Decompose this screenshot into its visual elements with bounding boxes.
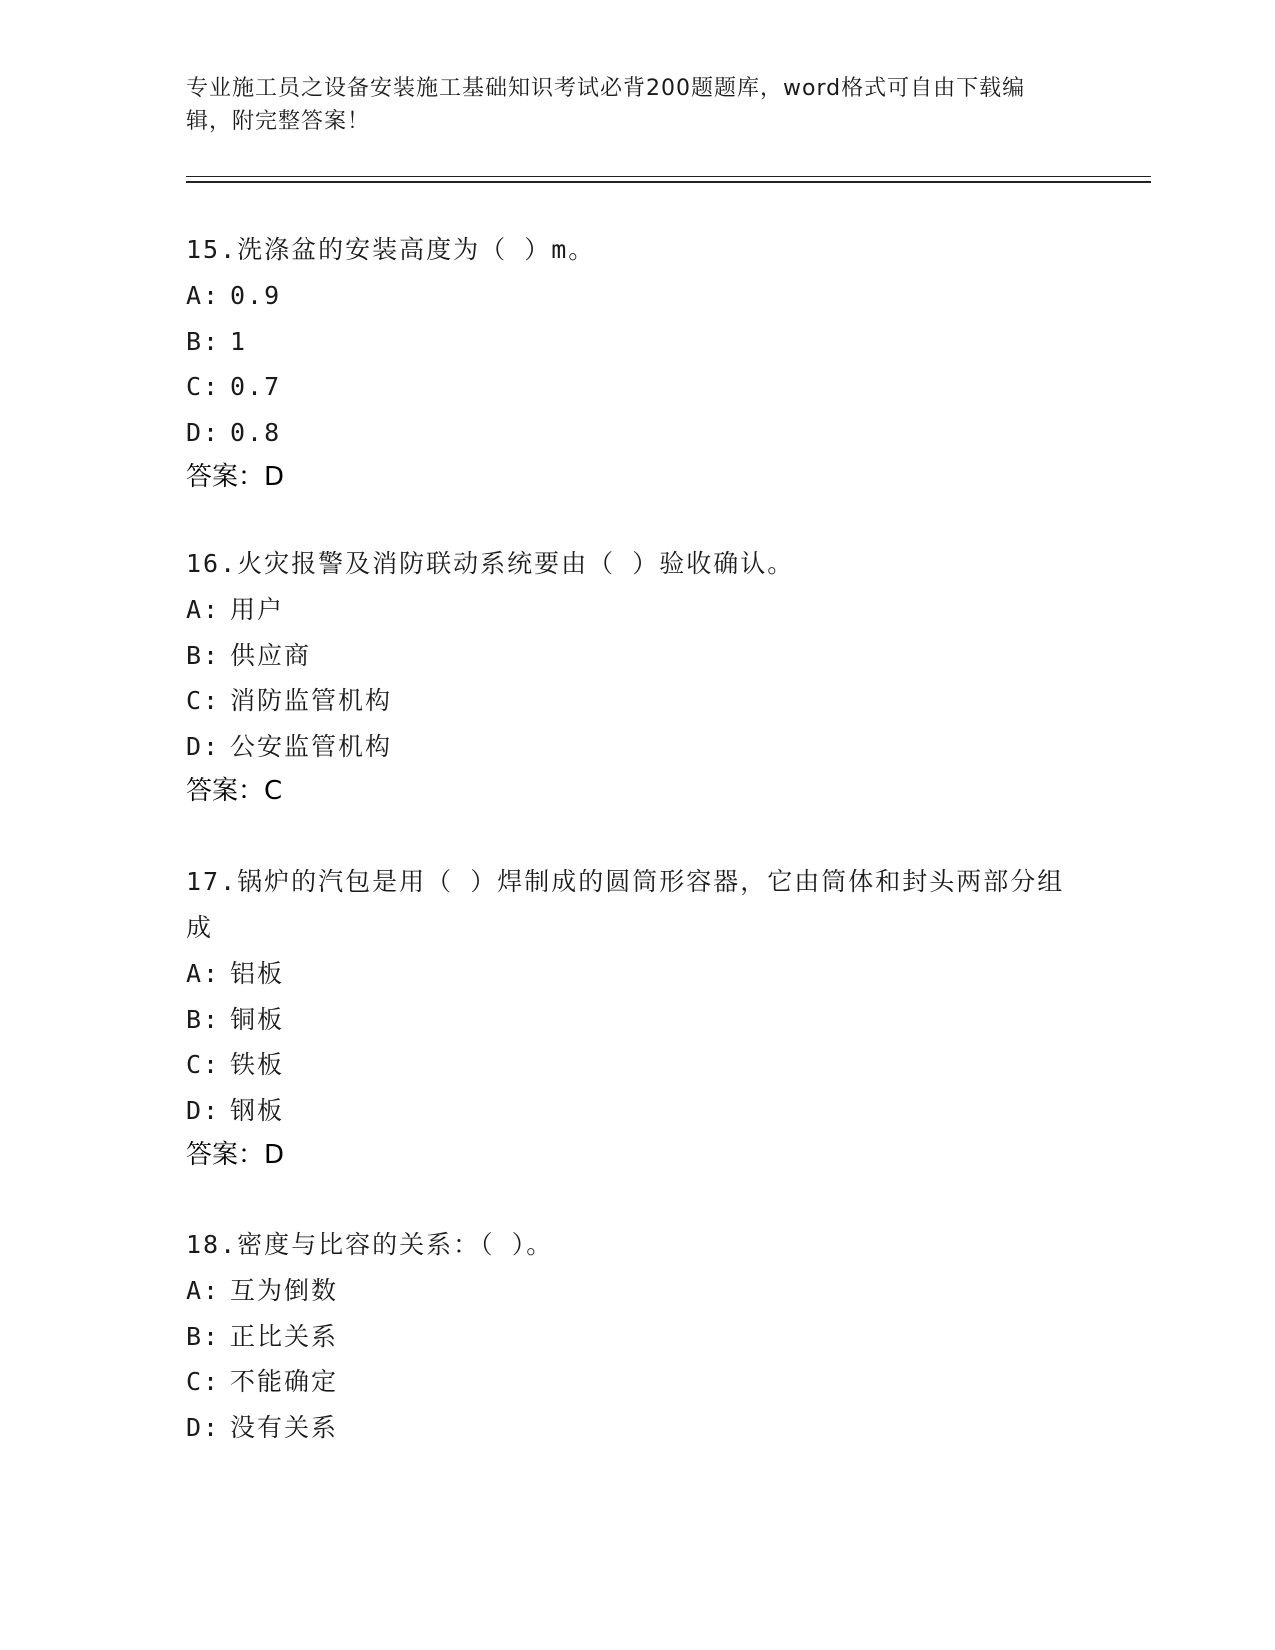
question-16 <box>186 541 1066 813</box>
option-c <box>186 1042 1066 1088</box>
option-letter: D: <box>186 1412 221 1442</box>
question-stem: 17.锅炉的汽包是用（ ）焊制成的圆筒形容器，它由筒体和封头两部分组成 <box>186 867 1065 942</box>
option-letter: D: <box>186 417 221 447</box>
question-18 <box>186 1222 1066 1450</box>
option-d <box>186 1405 1066 1451</box>
option-b <box>186 319 1066 365</box>
question-15 <box>186 227 1066 499</box>
answer-line: 答案：C <box>186 776 283 806</box>
option-text: 消防监管机构 <box>230 686 393 715</box>
option-a <box>186 273 1066 319</box>
option-letter: A: <box>186 1276 221 1305</box>
option-b <box>186 1314 1066 1360</box>
option-letter: D: <box>186 1095 221 1125</box>
answer-line: 答案：D <box>186 1140 285 1170</box>
option-letter: B: <box>186 326 221 356</box>
option-text: 铁板 <box>230 1050 285 1079</box>
option-text: 0.8 <box>230 417 282 447</box>
option-text: 互为倒数 <box>230 1276 339 1305</box>
option-text: 不能确定 <box>230 1367 339 1396</box>
option-text: 铜板 <box>230 1004 285 1034</box>
option-text: 0.7 <box>230 372 282 401</box>
option-d <box>186 1088 1066 1134</box>
option-d <box>186 724 1066 770</box>
option-letter: D: <box>186 731 221 761</box>
header-divider-bottom <box>186 181 1151 183</box>
option-b <box>186 633 1066 679</box>
option-c <box>186 364 1066 410</box>
option-text: 供应商 <box>230 640 312 670</box>
option-letter: C: <box>186 372 221 401</box>
option-text: 1 <box>230 326 248 356</box>
question-stem: 18.密度与比容的关系：（ ）。 <box>186 1230 554 1259</box>
option-text: 没有关系 <box>230 1412 339 1442</box>
option-letter: C: <box>186 1050 221 1079</box>
question-17 <box>186 859 1066 1177</box>
answer-line: 答案：D <box>186 462 285 492</box>
question-stem: 16.火灾报警及消防联动系统要由（ ）验收确认。 <box>186 549 795 578</box>
option-letter: C: <box>186 686 221 715</box>
option-a <box>186 1268 1066 1314</box>
option-a <box>186 587 1066 633</box>
option-text: 公安监管机构 <box>230 731 393 761</box>
option-letter: B: <box>186 640 221 670</box>
option-text: 铝板 <box>230 959 285 988</box>
option-text: 钢板 <box>230 1095 285 1125</box>
option-letter: A: <box>186 281 221 310</box>
option-text: 用户 <box>230 595 285 624</box>
option-text: 正比关系 <box>230 1321 339 1351</box>
document-title: 专业施工员之设备安装施工基础知识考试必背200题题库，word格式可自由下载编辑，附完整答案！ <box>186 76 1026 134</box>
option-letter: A: <box>186 595 221 624</box>
option-letter: B: <box>186 1321 221 1351</box>
option-letter: B: <box>186 1004 221 1034</box>
question-stem: 15.洗涤盆的安装高度为（ ）m。 <box>186 235 596 264</box>
option-b <box>186 997 1066 1043</box>
option-text: 0.9 <box>230 281 282 310</box>
option-letter: A: <box>186 959 221 988</box>
option-a <box>186 951 1066 997</box>
option-c <box>186 678 1066 724</box>
option-c <box>186 1359 1066 1405</box>
option-d <box>186 410 1066 456</box>
header-divider-top <box>186 176 1151 177</box>
option-letter: C: <box>186 1367 221 1396</box>
